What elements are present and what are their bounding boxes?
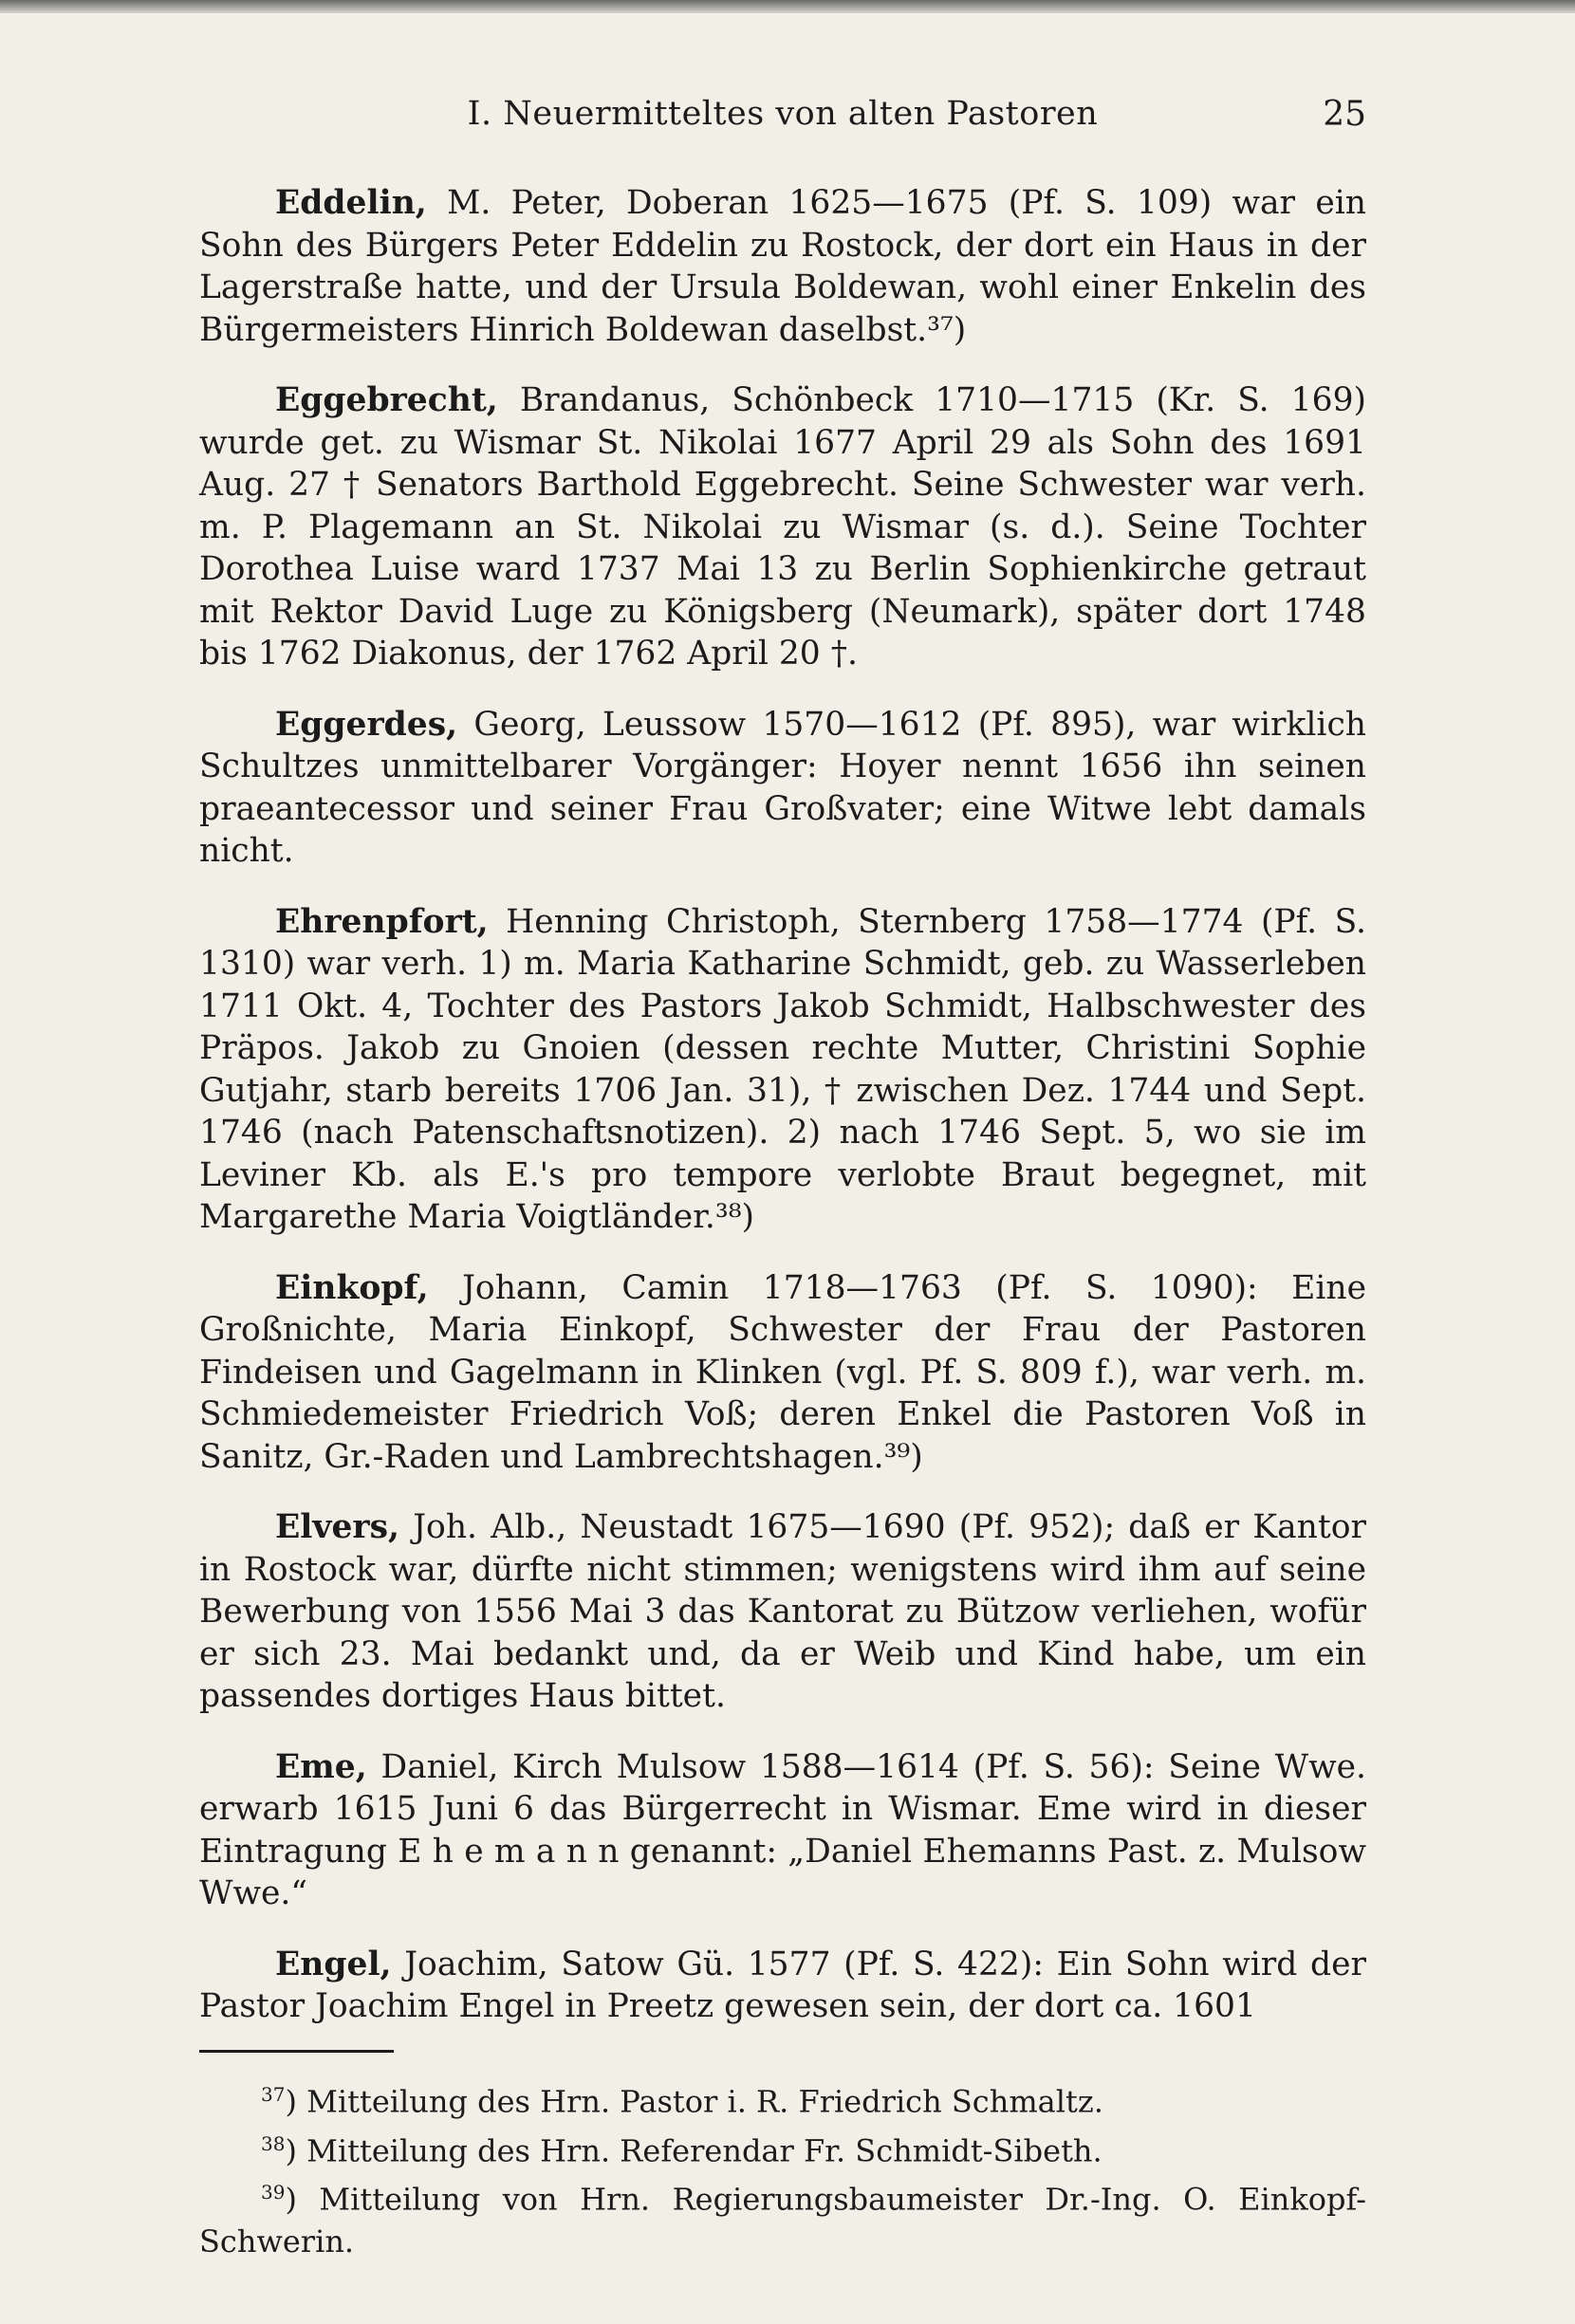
entry-text: Brandanus, Schönbeck 1710—1715 (Kr. S. 169) wurde get. zu Wismar St. Nikolai 1677 April 29 als Sohn des 1691 Aug. 27 † Senators Barthold Eggebrecht. Seine Schwester war verh. m. P. Plagemann an St. Nikolai zu Wismar (s. d.). Seine Tochter Dorothea Luise ward 1737 Mai 13 zu Berlin Sophienkirche getraut mit Rektor David Luge zu Königsberg (Neumark), später dort 1748 bis 1762 Diakonus, der 1762 April 20 †.	[199, 381, 1366, 673]
entry-text: Joh. Alb., Neustadt 1675—1690 (Pf. 952); daß er Kantor in Rostock war, dürfte nicht stimmen; wenigstens wird ihm auf seine Bewerbung von 1556 Mai 3 das Kantorat zu Bützow verliehen, wofür er sich 23. Mai bedankt und, da er Weib und Kind habe, um ein passendes dortiges Haus bittet.	[199, 1508, 1366, 1715]
entry-eggebrecht	[199, 379, 1366, 675]
entry-ehrenpfort	[199, 901, 1366, 1239]
running-head: I. Neuermitteltes von alten Pastoren	[467, 95, 1099, 133]
scan-top-edge	[0, 0, 1575, 13]
entry-name: Einkopf,	[275, 1268, 429, 1307]
page-body	[199, 182, 1366, 2057]
entry-name: Engel,	[275, 1945, 392, 1983]
footnote-text: ) Mitteilung des Hrn. Referendar Fr. Schmidt-Sibeth.	[285, 2132, 1102, 2169]
footnotes	[199, 2074, 1366, 2262]
footnote-mark: 39	[261, 2181, 286, 2204]
footnote-mark: 37	[261, 2083, 286, 2106]
footnote-37	[199, 2074, 1366, 2123]
entry-text: Georg, Leussow 1570—1612 (Pf. 895), war wirklich Schultzes unmittelbarer Vorgänger: Hoyer nennt 1656 ihn seinen praeantecessor und seiner Frau Großvater; eine Witwe lebt damals nicht.	[199, 705, 1366, 870]
entry-eggerdes	[199, 704, 1366, 873]
entry-einkopf	[199, 1267, 1366, 1479]
page-header	[199, 95, 1366, 142]
footnote-38	[199, 2123, 1366, 2172]
entry-text: M. Peter, Doberan 1625—1675 (Pf. S. 109) war ein Sohn des Bürgers Peter Eddelin zu Rostock, der dort ein Haus in der Lagerstraße hatte, und der Ursula Boldewan, wohl einer Enkelin des Bürgermeisters Hinrich Boldewan daselbst.³⁷)	[199, 184, 1366, 349]
footnote-mark: 38	[261, 2131, 286, 2155]
entry-eme	[199, 1746, 1366, 1915]
entry-name: Elvers,	[275, 1508, 400, 1546]
entry-name: Ehrenpfort,	[275, 902, 489, 941]
page-number: 25	[1323, 95, 1366, 134]
entry-name: Eggerdes,	[275, 705, 458, 744]
entry-text: Joachim, Satow Gü. 1577 (Pf. S. 422): Ein Sohn wird der Pastor Joachim Engel in Preetz gewesen sein, der dort ca. 1601	[199, 1945, 1366, 2025]
footnote-divider	[199, 2050, 394, 2053]
entry-elvers	[199, 1506, 1366, 1718]
entry-text: Daniel, Kirch Mulsow 1588—1614 (Pf. S. 56): Seine Wwe. erwarb 1615 Juni 6 das Bürgerrecht in Wismar. Eme wird in dieser Eintragung E h e m a n n genannt: „Daniel Ehemanns Past. z. Mulsow Wwe.“	[199, 1747, 1366, 1912]
entry-name: Eddelin,	[275, 184, 427, 222]
footnote-text: ) Mitteilung des Hrn. Pastor i. R. Friedrich Schmaltz.	[285, 2083, 1103, 2120]
entry-eddelin	[199, 182, 1366, 351]
footnote-39	[199, 2171, 1366, 2262]
entry-name: Eme,	[275, 1747, 367, 1786]
entry-name: Eggebrecht,	[275, 381, 498, 419]
entry-text: Johann, Camin 1718—1763 (Pf. S. 1090): Eine Großnichte, Maria Einkopf, Schwester der Frau der Pastoren Findeisen und Gagelmann in Klinken (vgl. Pf. S. 809 f.), war verh. m. Schmiedemeister Friedrich Voß; deren Enkel die Pastoren Voß in Sanitz, Gr.-Raden und Lambrechtshagen.³⁹)	[199, 1268, 1366, 1476]
footnote-text: ) Mitteilung von Hrn. Regierungsbaumeister Dr.-Ing. O. Einkopf-Schwerin.	[199, 2181, 1366, 2259]
entry-engel	[199, 1944, 1366, 2028]
entry-text: Henning Christoph, Sternberg 1758—1774 (Pf. S. 1310) war verh. 1) m. Maria Katharine Schmidt, geb. zu Wasserleben 1711 Okt. 4, Tochter des Pastors Jakob Schmidt, Halbschwester des Präpos. Jakob zu Gnoien (dessen rechte Mutter, Christini Sophie Gutjahr, starb bereits 1706 Jan. 31), † zwischen Dez. 1744 und Sept. 1746 (nach Patenschaftsnotizen). 2) nach 1746 Sept. 5, wo sie im Leviner Kb. als E.'s pro tempore verlobte Braut begegnet, mit Margarethe Maria Voigtländer.³⁸)	[199, 902, 1366, 1236]
